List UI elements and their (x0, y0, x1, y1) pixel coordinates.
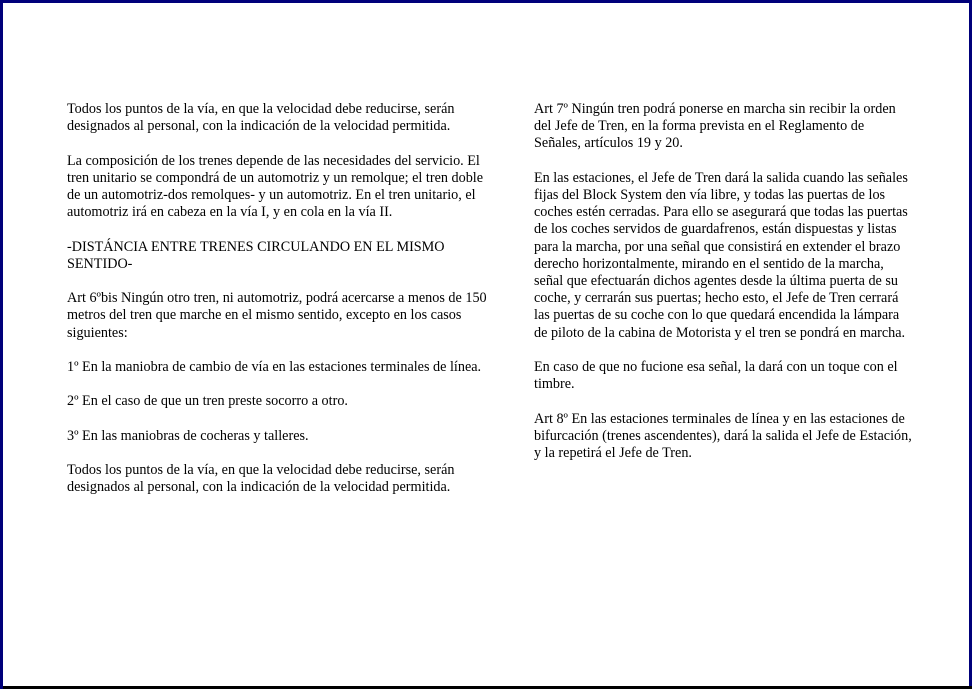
paragraph: Art 6ºbis Ningún otro tren, ni automotriz, podrá acercarse a menos de 150 metros del tren que marche en el mismo sentido, excepto en los casos siguientes: (67, 290, 487, 341)
paragraph: En las estaciones, el Jefe de Tren dará la salida cuando las señales fijas del Block System den vía libre, y todas las puertas de los coches estén cerradas. Para ello se asegurará que todas las puertas de los coches servidos de guardafrenos, están dispuestas y listas para la marcha, por una señal que consistirá en extender el brazo derecho horizontalmente, mirando en el sentido de la marcha, señal que efectuarán dichos agentes desde la última puerta de su coche, y cerrarán sus puertas; hecho esto, el Jefe de Tren cerrará las puertas de su coche con lo que quedará encendida la lámpara de piloto de la cabina de Motorista y el tren se pondrá en marcha. (534, 169, 908, 341)
paragraph: Todos los puntos de la vía, en que la velocidad debe reducirse, serán designados al personal, con la indicación de la velocidad permitida. (67, 462, 455, 496)
paragraph: En caso de que no fucione esa señal, la dará con un toque con el timbre. (534, 359, 898, 393)
paragraph: Art 8º En las estaciones terminales de línea y en las estaciones de bifurcación (trenes ascendentes), dará la salida el Jefe de Estación, y la repetirá el Jefe de Tren. (534, 410, 912, 462)
list-item: 2º En el caso de que un tren preste socorro a otro. (67, 393, 348, 410)
left-column (67, 101, 497, 514)
right-column (534, 101, 914, 479)
paragraph: Art 7º Ningún tren podrá ponerse en marcha sin recibir la orden del Jefe de Tren, en la forma prevista en el Reglamento de Señales, artículos 19 y 20. (534, 101, 896, 152)
list-item: 3º En las maniobras de cocheras y talleres. (67, 427, 309, 444)
paragraph: Todos los puntos de la vía, en que la velocidad debe reducirse, serán designados al personal, con la indicación de la velocidad permitida. (67, 101, 455, 135)
list-item: 1º En la maniobra de cambio de vía en las estaciones terminales de línea. (67, 358, 482, 375)
section-heading: -DISTÁNCIA ENTRE TRENES CIRCULANDO EN EL MISMO SENTIDO- (67, 238, 445, 272)
paragraph: La composición de los trenes depende de las necesidades del servicio. El tren unitario se compondrá de un automotriz y un remolque; el tren doble de un automotriz-dos remolques- y un automotriz. En el tren unitario, el automotriz irá en cabeza en la vía I, y en cola en la vía II. (67, 152, 484, 221)
